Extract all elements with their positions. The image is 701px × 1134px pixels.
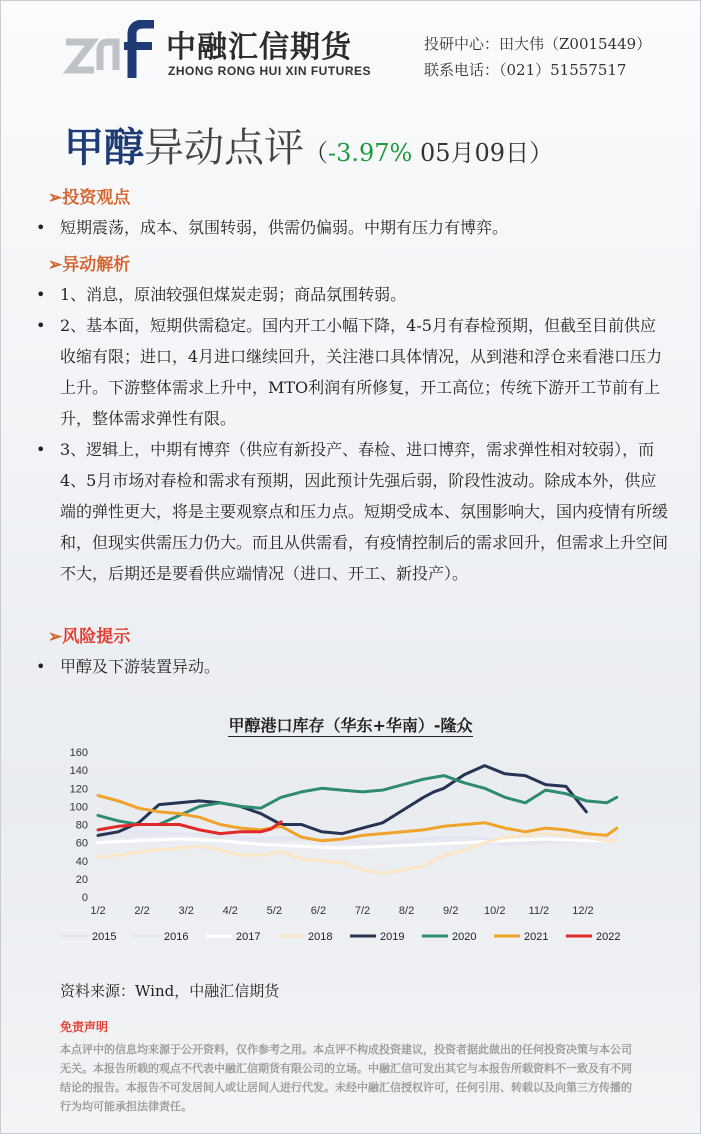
section-heading-text: 风险提示	[62, 627, 131, 647]
disclaimer-heading: 免责声明	[60, 1020, 109, 1034]
x-tick-label: 9/2	[443, 905, 459, 917]
company-logo-icon	[62, 20, 158, 80]
section-heading-view	[48, 183, 130, 208]
y-tick-label: 40	[75, 855, 88, 868]
analysis-item	[36, 310, 668, 434]
y-tick-label: 80	[75, 819, 88, 832]
contact-researcher: 投研中心：田大伟（Z0015449）	[424, 35, 652, 53]
analysis-item	[36, 434, 669, 589]
y-tick-label: 140	[69, 765, 88, 778]
x-tick-label: 6/2	[310, 905, 327, 917]
analysis-text: 3、逻辑上，中期有博弈（供应有新投产、春检、进口博弈，需求弹性相对较弱），而4、5月市场对春检和需求有预期，因此预计先强后弱，阶段性波动。除成本外，供应端的弹性更大，将是主要观察点和压力点。短期受成本、氛围影响大，国内疫情有所缓和，但现实供需压力仍大。而且从供需看，有疫情控制后的需求回升，但需求上升空间不大，后期还是要看供应端情况（进口、开工、新投产）。	[60, 440, 669, 583]
view-text: 短期震荡，成本、氛围转弱，供需仍偏弱。中期有压力有博弈。	[60, 218, 509, 237]
arrow-icon: ➢	[48, 188, 63, 208]
analysis-text: 2、基本面，短期供需稳定。国内开工小幅下降，4-5月有春检预期，但截至目前供应收缩有限；进口，4月进口继续回升，关注港口具体情况，从到港和浮仓来看港口压力上升。下游整体需求上升中，MTO利润有所修复，开工高位；传统下游开工节前有上升，整体需求弹性有限。	[60, 316, 663, 428]
data-source: 资料来源：Wind，中融汇信期货	[60, 982, 280, 1000]
x-tick-label: 7/2	[354, 905, 371, 917]
y-tick-label: 160	[69, 747, 88, 759]
bullet-icon: •	[36, 440, 46, 459]
y-tick-label: 0	[81, 892, 88, 904]
legend-label-2022: 2022	[596, 931, 621, 943]
x-tick-label: 5/2	[266, 905, 282, 917]
x-tick-label: 10/2	[484, 905, 506, 917]
y-tick-label: 60	[75, 837, 88, 850]
arrow-icon: ➢	[48, 255, 63, 275]
section-heading-text: 投资观点	[62, 188, 131, 208]
chart-title-text: 甲醇港口库存（华东+华南）-隆众	[228, 716, 473, 735]
bullet-icon: •	[36, 657, 46, 676]
title-open-paren: （	[304, 139, 328, 167]
x-tick-label: 1/2	[90, 905, 106, 917]
arrow-icon: ➢	[48, 627, 63, 647]
view-paragraph	[36, 212, 668, 243]
legend-label-2017: 2017	[236, 931, 261, 943]
legend-label-2020: 2020	[452, 931, 477, 943]
y-tick-label: 120	[69, 783, 88, 796]
section-heading-risk	[48, 622, 130, 647]
legend-label-2021: 2021	[524, 931, 549, 943]
y-tick-label: 20	[75, 873, 88, 886]
section-heading-text: 异动解析	[62, 255, 131, 275]
risk-text: 甲醇及下游装置异动。	[60, 657, 221, 676]
disclaimer-text: 本点评中的信息均来源于公开资料，仅作参考之用。本点评不构成投资建议，投资者据此做出的任何投资决策与本公司无关。本报告所载的观点不代表中融汇信期货有限公司的立场。中融汇信可发出其它与本报告所载资料不一致及有不同结论的报告。本报告不可发居间人或让居间人进行代发。未经中融汇信授权许可，任何引用、转载以及向第三方传播的行为均可能承担法律责任。	[60, 1043, 632, 1113]
title-product: 甲醇	[64, 125, 144, 171]
bullet-icon: •	[36, 218, 46, 237]
title-close-paren: ）	[529, 139, 554, 167]
title-kind: 异动点评	[144, 125, 304, 171]
section-heading-analysis	[48, 250, 130, 275]
bullet-icon: •	[36, 285, 46, 304]
y-tick-label: 100	[69, 801, 88, 814]
title-date: 05月09日	[412, 139, 530, 167]
contact-phone: 联系电话：（021）51557517	[424, 61, 627, 79]
risk-paragraph	[36, 651, 668, 682]
x-tick-label: 12/2	[572, 905, 594, 917]
company-name-cn: 中融汇信期货	[166, 30, 352, 65]
legend-label-2019: 2019	[380, 931, 405, 943]
x-tick-label: 8/2	[398, 905, 415, 917]
analysis-text: 1、消息，原油较强但煤炭走弱；商品氛围转弱。	[60, 285, 407, 304]
x-tick-label: 2/2	[134, 905, 150, 917]
analysis-item	[36, 279, 668, 310]
x-tick-label: 11/2	[528, 905, 550, 917]
legend-label-2018: 2018	[308, 931, 333, 943]
inventory-line-chart	[0, 740, 701, 950]
legend-label-2016: 2016	[164, 931, 189, 943]
x-tick-label: 4/2	[222, 905, 238, 917]
page-title	[64, 116, 553, 173]
bullet-icon: •	[36, 316, 46, 335]
chart-title	[0, 713, 701, 736]
x-tick-label: 3/2	[178, 905, 194, 917]
title-change: -3.97%	[328, 139, 413, 167]
analysis-list	[36, 279, 669, 589]
company-name-en: ZHONG RONG HUI XIN FUTURES	[168, 64, 372, 78]
legend-label-2015: 2015	[92, 931, 117, 943]
